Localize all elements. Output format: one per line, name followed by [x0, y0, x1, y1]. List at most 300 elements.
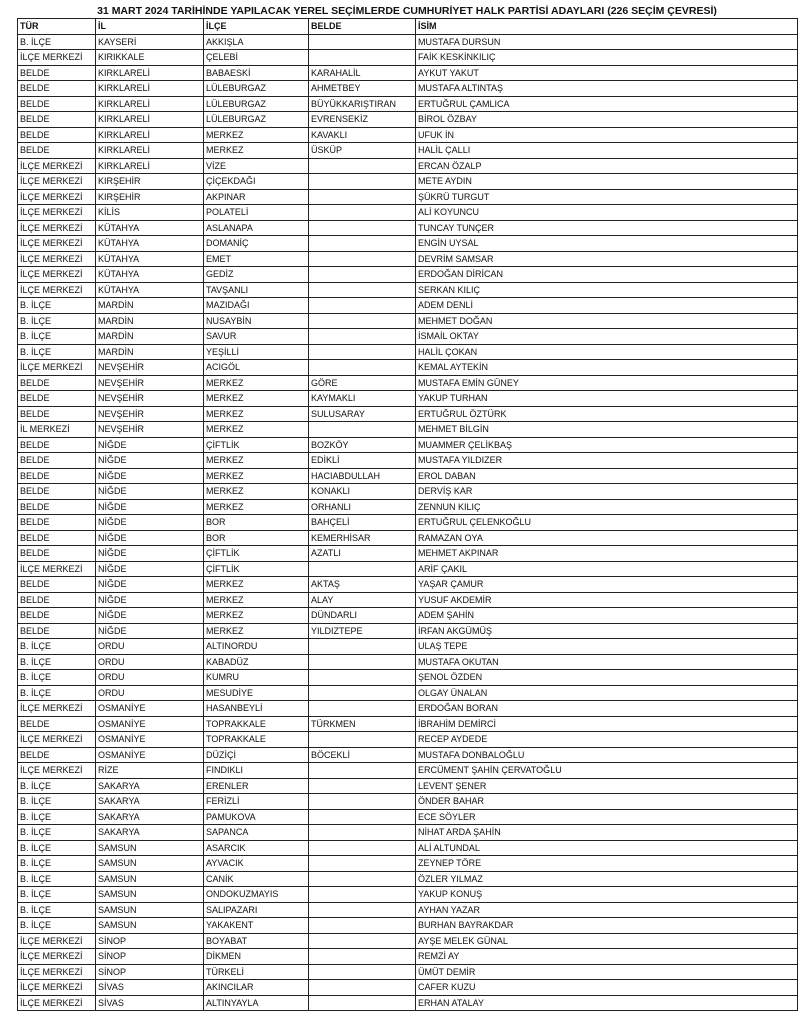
cell-belde: AKTAŞ	[309, 577, 416, 593]
cell-isim: ENGİN UYSAL	[416, 236, 798, 252]
cell-belde: BÜYÜKKARIŞTIRAN	[309, 96, 416, 112]
cell-il: KIRKLARELİ	[96, 112, 204, 128]
table-row	[18, 127, 798, 143]
cell-belde	[309, 809, 416, 825]
cell-isim: BURHAN BAYRAKDAR	[416, 918, 798, 934]
cell-tur: BELDE	[18, 143, 96, 159]
table-row	[18, 918, 798, 934]
cell-isim: YUSUF AKDEMİR	[416, 592, 798, 608]
cell-tur: B. İLÇE	[18, 902, 96, 918]
cell-isim: FAİK KESKİNKILIÇ	[416, 50, 798, 66]
table-row	[18, 716, 798, 732]
cell-isim: ERCÜMENT ŞAHİN ÇERVATOĞLU	[416, 763, 798, 779]
table-row	[18, 825, 798, 841]
cell-tur: İLÇE MERKEZİ	[18, 267, 96, 283]
cell-tur: BELDE	[18, 484, 96, 500]
cell-il: KIRKLARELİ	[96, 81, 204, 97]
cell-isim: KEMAL AYTEKİN	[416, 360, 798, 376]
cell-tur: İLÇE MERKEZİ	[18, 220, 96, 236]
cell-isim: ŞÜKRÜ TURGUT	[416, 189, 798, 205]
cell-belde: SULUSARAY	[309, 406, 416, 422]
cell-isim: ÜMÜT DEMİR	[416, 964, 798, 980]
cell-il: KIRŞEHİR	[96, 174, 204, 190]
cell-belde	[309, 778, 416, 794]
cell-ilce: AKINCILAR	[204, 980, 309, 996]
cell-belde: TÜRKMEN	[309, 716, 416, 732]
table-row	[18, 34, 798, 50]
cell-tur: BELDE	[18, 437, 96, 453]
cell-tur: İLÇE MERKEZİ	[18, 282, 96, 298]
cell-ilce: CANİK	[204, 871, 309, 887]
cell-belde	[309, 685, 416, 701]
cell-ilce: VİZE	[204, 158, 309, 174]
cell-tur: BELDE	[18, 623, 96, 639]
cell-ilce: LÜLEBURGAZ	[204, 81, 309, 97]
cell-ilce: SALIPAZARI	[204, 902, 309, 918]
cell-tur: İLÇE MERKEZİ	[18, 964, 96, 980]
cell-il: NEVŞEHİR	[96, 406, 204, 422]
cell-ilce: ALTINORDU	[204, 639, 309, 655]
cell-tur: BELDE	[18, 577, 96, 593]
cell-belde: ÜSKÜP	[309, 143, 416, 159]
cell-belde	[309, 344, 416, 360]
cell-ilce: ÇİFTLİK	[204, 437, 309, 453]
cell-tur: İLÇE MERKEZİ	[18, 50, 96, 66]
cell-belde: KEMERHİSAR	[309, 530, 416, 546]
cell-ilce: BOR	[204, 530, 309, 546]
cell-isim: MUSTAFA EMİN GÜNEY	[416, 375, 798, 391]
cell-ilce: YAKAKENT	[204, 918, 309, 934]
table-row	[18, 298, 798, 314]
cell-belde	[309, 561, 416, 577]
table-row	[18, 608, 798, 624]
table-row	[18, 251, 798, 267]
table-row	[18, 499, 798, 515]
cell-belde	[309, 329, 416, 345]
cell-belde	[309, 902, 416, 918]
cell-belde	[309, 654, 416, 670]
cell-ilce: FERİZLİ	[204, 794, 309, 810]
cell-belde	[309, 887, 416, 903]
cell-isim: EROL DABAN	[416, 468, 798, 484]
cell-tur: İLÇE MERKEZİ	[18, 949, 96, 965]
cell-ilce: MERKEZ	[204, 468, 309, 484]
cell-ilce: BOYABAT	[204, 933, 309, 949]
cell-isim: ALİ KOYUNCU	[416, 205, 798, 221]
cell-belde: AHMETBEY	[309, 81, 416, 97]
table-row	[18, 685, 798, 701]
cell-belde: BÖCEKLİ	[309, 747, 416, 763]
cell-ilce: ASLANAPA	[204, 220, 309, 236]
cell-ilce: ASARCIK	[204, 840, 309, 856]
cell-isim: ARİF ÇAKIL	[416, 561, 798, 577]
cell-tur: BELDE	[18, 499, 96, 515]
cell-ilce: ALTINYAYLA	[204, 995, 309, 1011]
table-row	[18, 887, 798, 903]
cell-isim: ZEYNEP TÖRE	[416, 856, 798, 872]
cell-il: MARDİN	[96, 298, 204, 314]
table-row	[18, 964, 798, 980]
cell-tur: İLÇE MERKEZİ	[18, 933, 96, 949]
table-row	[18, 96, 798, 112]
table-row	[18, 174, 798, 190]
cell-ilce: AKPINAR	[204, 189, 309, 205]
cell-il: NİĞDE	[96, 499, 204, 515]
cell-tur: BELDE	[18, 530, 96, 546]
table-row	[18, 623, 798, 639]
cell-belde	[309, 50, 416, 66]
cell-il: NİĞDE	[96, 484, 204, 500]
cell-ilce: NUSAYBİN	[204, 313, 309, 329]
cell-isim: ERTUĞRUL ÇAMLICA	[416, 96, 798, 112]
cell-belde	[309, 763, 416, 779]
cell-ilce: LÜLEBURGAZ	[204, 96, 309, 112]
cell-tur: BELDE	[18, 112, 96, 128]
cell-isim: NİHAT ARDA ŞAHİN	[416, 825, 798, 841]
cell-ilce: MERKEZ	[204, 499, 309, 515]
cell-il: OSMANİYE	[96, 747, 204, 763]
cell-isim: MUSTAFA OKUTAN	[416, 654, 798, 670]
table-row	[18, 437, 798, 453]
cell-il: KİLİS	[96, 205, 204, 221]
cell-tur: İLÇE MERKEZİ	[18, 980, 96, 996]
cell-il: SİNOP	[96, 933, 204, 949]
cell-belde	[309, 856, 416, 872]
cell-belde: KONAKLI	[309, 484, 416, 500]
column-header-ilce: İLÇE	[204, 19, 309, 35]
cell-il: ORDU	[96, 654, 204, 670]
cell-ilce: BOR	[204, 515, 309, 531]
cell-il: SİVAS	[96, 995, 204, 1011]
cell-belde: ALAY	[309, 592, 416, 608]
cell-il: ORDU	[96, 639, 204, 655]
cell-il: MARDİN	[96, 329, 204, 345]
cell-il: KÜTAHYA	[96, 251, 204, 267]
cell-belde: YILDIZTEPE	[309, 623, 416, 639]
table-row	[18, 143, 798, 159]
cell-tur: İLÇE MERKEZİ	[18, 701, 96, 717]
cell-ilce: MERKEZ	[204, 453, 309, 469]
cell-isim: MUAMMER ÇELİKBAŞ	[416, 437, 798, 453]
cell-tur: İLÇE MERKEZİ	[18, 995, 96, 1011]
table-row	[18, 468, 798, 484]
cell-il: SİVAS	[96, 980, 204, 996]
cell-il: SAKARYA	[96, 794, 204, 810]
cell-ilce: EMET	[204, 251, 309, 267]
cell-il: SİNOP	[96, 949, 204, 965]
cell-il: KIRKLARELİ	[96, 143, 204, 159]
table-row	[18, 236, 798, 252]
cell-il: KÜTAHYA	[96, 220, 204, 236]
cell-il: SAMSUN	[96, 871, 204, 887]
table-row	[18, 871, 798, 887]
cell-ilce: MERKEZ	[204, 577, 309, 593]
cell-belde	[309, 174, 416, 190]
cell-belde	[309, 732, 416, 748]
cell-tur: BELDE	[18, 375, 96, 391]
cell-isim: ERDOĞAN BORAN	[416, 701, 798, 717]
table-row	[18, 794, 798, 810]
table-header-row	[18, 19, 798, 35]
table-row	[18, 65, 798, 81]
cell-isim: AYŞE MELEK GÜNAL	[416, 933, 798, 949]
cell-isim: AYKUT YAKUT	[416, 65, 798, 81]
table-row	[18, 933, 798, 949]
cell-isim: İBRAHİM DEMİRCİ	[416, 716, 798, 732]
cell-ilce: ÇİFTLİK	[204, 546, 309, 562]
cell-tur: B. İLÇE	[18, 313, 96, 329]
cell-tur: BELDE	[18, 65, 96, 81]
cell-belde	[309, 840, 416, 856]
cell-ilce: AYVACIK	[204, 856, 309, 872]
cell-belde	[309, 933, 416, 949]
cell-belde: KAVAKLI	[309, 127, 416, 143]
table-row	[18, 980, 798, 996]
cell-isim: İSMAİL OKTAY	[416, 329, 798, 345]
cell-belde	[309, 267, 416, 283]
table-row	[18, 158, 798, 174]
cell-isim: ERDOĞAN DİRİCAN	[416, 267, 798, 283]
cell-il: KIRIKKALE	[96, 50, 204, 66]
cell-isim: ERTUĞRUL ÖZTÜRK	[416, 406, 798, 422]
cell-il: OSMANİYE	[96, 716, 204, 732]
cell-isim: DERVİŞ KAR	[416, 484, 798, 500]
cell-il: SAMSUN	[96, 918, 204, 934]
cell-il: NİĞDE	[96, 453, 204, 469]
table-row	[18, 763, 798, 779]
cell-isim: YAŞAR ÇAMUR	[416, 577, 798, 593]
table-row	[18, 949, 798, 965]
cell-isim: YAKUP TURHAN	[416, 391, 798, 407]
cell-tur: BELDE	[18, 468, 96, 484]
cell-belde	[309, 794, 416, 810]
cell-isim: OLGAY ÜNALAN	[416, 685, 798, 701]
cell-belde: BAHÇELİ	[309, 515, 416, 531]
cell-belde	[309, 422, 416, 438]
cell-tur: İLÇE MERKEZİ	[18, 205, 96, 221]
cell-ilce: DOMANİÇ	[204, 236, 309, 252]
cell-il: ORDU	[96, 670, 204, 686]
cell-belde: DÜNDARLI	[309, 608, 416, 624]
cell-belde: ORHANLI	[309, 499, 416, 515]
cell-belde	[309, 949, 416, 965]
cell-ilce: SAVUR	[204, 329, 309, 345]
candidates-table	[17, 18, 798, 1011]
table-row	[18, 267, 798, 283]
cell-tur: B. İLÇE	[18, 685, 96, 701]
cell-il: KIRKLARELİ	[96, 127, 204, 143]
cell-ilce: MERKEZ	[204, 422, 309, 438]
table-row	[18, 375, 798, 391]
cell-tur: B. İLÇE	[18, 654, 96, 670]
table-row	[18, 484, 798, 500]
table-row	[18, 220, 798, 236]
cell-isim: ÖNDER BAHAR	[416, 794, 798, 810]
cell-ilce: MAZIDAĞI	[204, 298, 309, 314]
cell-belde: BOZKÖY	[309, 437, 416, 453]
column-header-belde: BELDE	[309, 19, 416, 35]
cell-isim: MUSTAFA YILDIZER	[416, 453, 798, 469]
table-row	[18, 406, 798, 422]
cell-tur: BELDE	[18, 716, 96, 732]
cell-il: NİĞDE	[96, 468, 204, 484]
cell-isim: SERKAN KILIÇ	[416, 282, 798, 298]
cell-isim: REMZİ AY	[416, 949, 798, 965]
column-header-il: İL	[96, 19, 204, 35]
cell-isim: YAKUP KONUŞ	[416, 887, 798, 903]
table-row	[18, 654, 798, 670]
cell-belde	[309, 701, 416, 717]
cell-belde	[309, 282, 416, 298]
cell-il: NEVŞEHİR	[96, 360, 204, 376]
table-row	[18, 747, 798, 763]
cell-isim: BİROL ÖZBAY	[416, 112, 798, 128]
cell-il: ORDU	[96, 685, 204, 701]
cell-isim: ERTUĞRUL ÇELENKOĞLU	[416, 515, 798, 531]
cell-il: NİĞDE	[96, 608, 204, 624]
cell-il: NİĞDE	[96, 515, 204, 531]
cell-tur: İLÇE MERKEZİ	[18, 360, 96, 376]
cell-tur: BELDE	[18, 81, 96, 97]
cell-ilce: DÜZİÇİ	[204, 747, 309, 763]
cell-ilce: FINDIKLI	[204, 763, 309, 779]
cell-ilce: POLATELİ	[204, 205, 309, 221]
cell-tur: İLÇE MERKEZİ	[18, 763, 96, 779]
table-row	[18, 360, 798, 376]
document-title: 31 MART 2024 TARİHİNDE YAPILACAK YEREL SEÇİMLERDE CUMHURİYET HALK PARTİSİ ADAYLARI (226 SEÇİM ÇEVRESİ)	[97, 5, 717, 17]
cell-belde: KARAHALİL	[309, 65, 416, 81]
table-row	[18, 453, 798, 469]
cell-isim: LEVENT ŞENER	[416, 778, 798, 794]
cell-isim: MEHMET DOĞAN	[416, 313, 798, 329]
table-row	[18, 732, 798, 748]
cell-ilce: GEDİZ	[204, 267, 309, 283]
cell-tur: B. İLÇE	[18, 825, 96, 841]
cell-ilce: ONDOKUZMAYIS	[204, 887, 309, 903]
table-row	[18, 189, 798, 205]
cell-tur: BELDE	[18, 515, 96, 531]
cell-belde: AZATLI	[309, 546, 416, 562]
cell-tur: BELDE	[18, 546, 96, 562]
cell-isim: MEHMET BİLGİN	[416, 422, 798, 438]
cell-belde	[309, 313, 416, 329]
cell-ilce: MERKEZ	[204, 391, 309, 407]
cell-il: NEVŞEHİR	[96, 422, 204, 438]
cell-isim: ADEM ŞAHİN	[416, 608, 798, 624]
cell-ilce: MERKEZ	[204, 623, 309, 639]
cell-ilce: ERENLER	[204, 778, 309, 794]
table-row	[18, 205, 798, 221]
cell-belde	[309, 158, 416, 174]
cell-belde	[309, 236, 416, 252]
cell-ilce: MERKEZ	[204, 143, 309, 159]
cell-ilce: MERKEZ	[204, 375, 309, 391]
cell-belde	[309, 871, 416, 887]
cell-isim: ŞENOL ÖZDEN	[416, 670, 798, 686]
cell-belde	[309, 670, 416, 686]
table-row	[18, 81, 798, 97]
table-row	[18, 282, 798, 298]
cell-tur: B. İLÇE	[18, 794, 96, 810]
table-row	[18, 592, 798, 608]
cell-belde	[309, 825, 416, 841]
table-row	[18, 670, 798, 686]
cell-il: KÜTAHYA	[96, 282, 204, 298]
cell-ilce: MERKEZ	[204, 608, 309, 624]
cell-ilce: ÇİÇEKDAĞI	[204, 174, 309, 190]
cell-isim: ADEM DENLİ	[416, 298, 798, 314]
cell-isim: ÖZLER YILMAZ	[416, 871, 798, 887]
cell-belde	[309, 639, 416, 655]
cell-isim: ULAŞ TEPE	[416, 639, 798, 655]
table-row	[18, 422, 798, 438]
cell-il: SAMSUN	[96, 840, 204, 856]
table-row	[18, 902, 798, 918]
cell-ilce: DİKMEN	[204, 949, 309, 965]
cell-tur: BELDE	[18, 96, 96, 112]
cell-ilce: MESUDİYE	[204, 685, 309, 701]
cell-ilce: ÇELEBİ	[204, 50, 309, 66]
cell-tur: BELDE	[18, 406, 96, 422]
cell-il: OSMANİYE	[96, 732, 204, 748]
cell-ilce: TÜRKELİ	[204, 964, 309, 980]
table-row	[18, 561, 798, 577]
cell-ilce: ACIGÖL	[204, 360, 309, 376]
cell-isim: ECE SÖYLER	[416, 809, 798, 825]
cell-belde	[309, 995, 416, 1011]
cell-belde: EDİKLİ	[309, 453, 416, 469]
cell-ilce: ÇİFTLİK	[204, 561, 309, 577]
cell-belde	[309, 360, 416, 376]
cell-tur: İLÇE MERKEZİ	[18, 732, 96, 748]
cell-isim: CAFER KUZU	[416, 980, 798, 996]
cell-isim: RAMAZAN OYA	[416, 530, 798, 546]
document-page	[17, 4, 797, 1011]
table-row	[18, 639, 798, 655]
table-row	[18, 701, 798, 717]
cell-il: KÜTAHYA	[96, 267, 204, 283]
cell-il: MARDİN	[96, 344, 204, 360]
cell-isim: DEVRİM SAMSAR	[416, 251, 798, 267]
column-header-isim: İSİM	[416, 19, 798, 35]
cell-tur: B. İLÇE	[18, 871, 96, 887]
cell-belde	[309, 298, 416, 314]
cell-il: SAKARYA	[96, 825, 204, 841]
cell-il: NİĞDE	[96, 546, 204, 562]
cell-ilce: MERKEZ	[204, 592, 309, 608]
cell-il: RİZE	[96, 763, 204, 779]
cell-tur: B. İLÇE	[18, 809, 96, 825]
cell-isim: MEHMET AKPINAR	[416, 546, 798, 562]
table-row	[18, 856, 798, 872]
cell-belde	[309, 34, 416, 50]
cell-il: KIRKLARELİ	[96, 65, 204, 81]
table-row	[18, 577, 798, 593]
cell-il: OSMANİYE	[96, 701, 204, 717]
cell-il: SAMSUN	[96, 856, 204, 872]
table-row	[18, 530, 798, 546]
cell-belde: EVRENSEKİZ	[309, 112, 416, 128]
cell-tur: B. İLÇE	[18, 329, 96, 345]
table-body	[18, 34, 798, 1011]
cell-isim: İRFAN AKGÜMÜŞ	[416, 623, 798, 639]
cell-ilce: MERKEZ	[204, 484, 309, 500]
table-row	[18, 840, 798, 856]
cell-isim: ERCAN ÖZALP	[416, 158, 798, 174]
cell-belde	[309, 189, 416, 205]
table-row	[18, 546, 798, 562]
cell-il: SAKARYA	[96, 778, 204, 794]
